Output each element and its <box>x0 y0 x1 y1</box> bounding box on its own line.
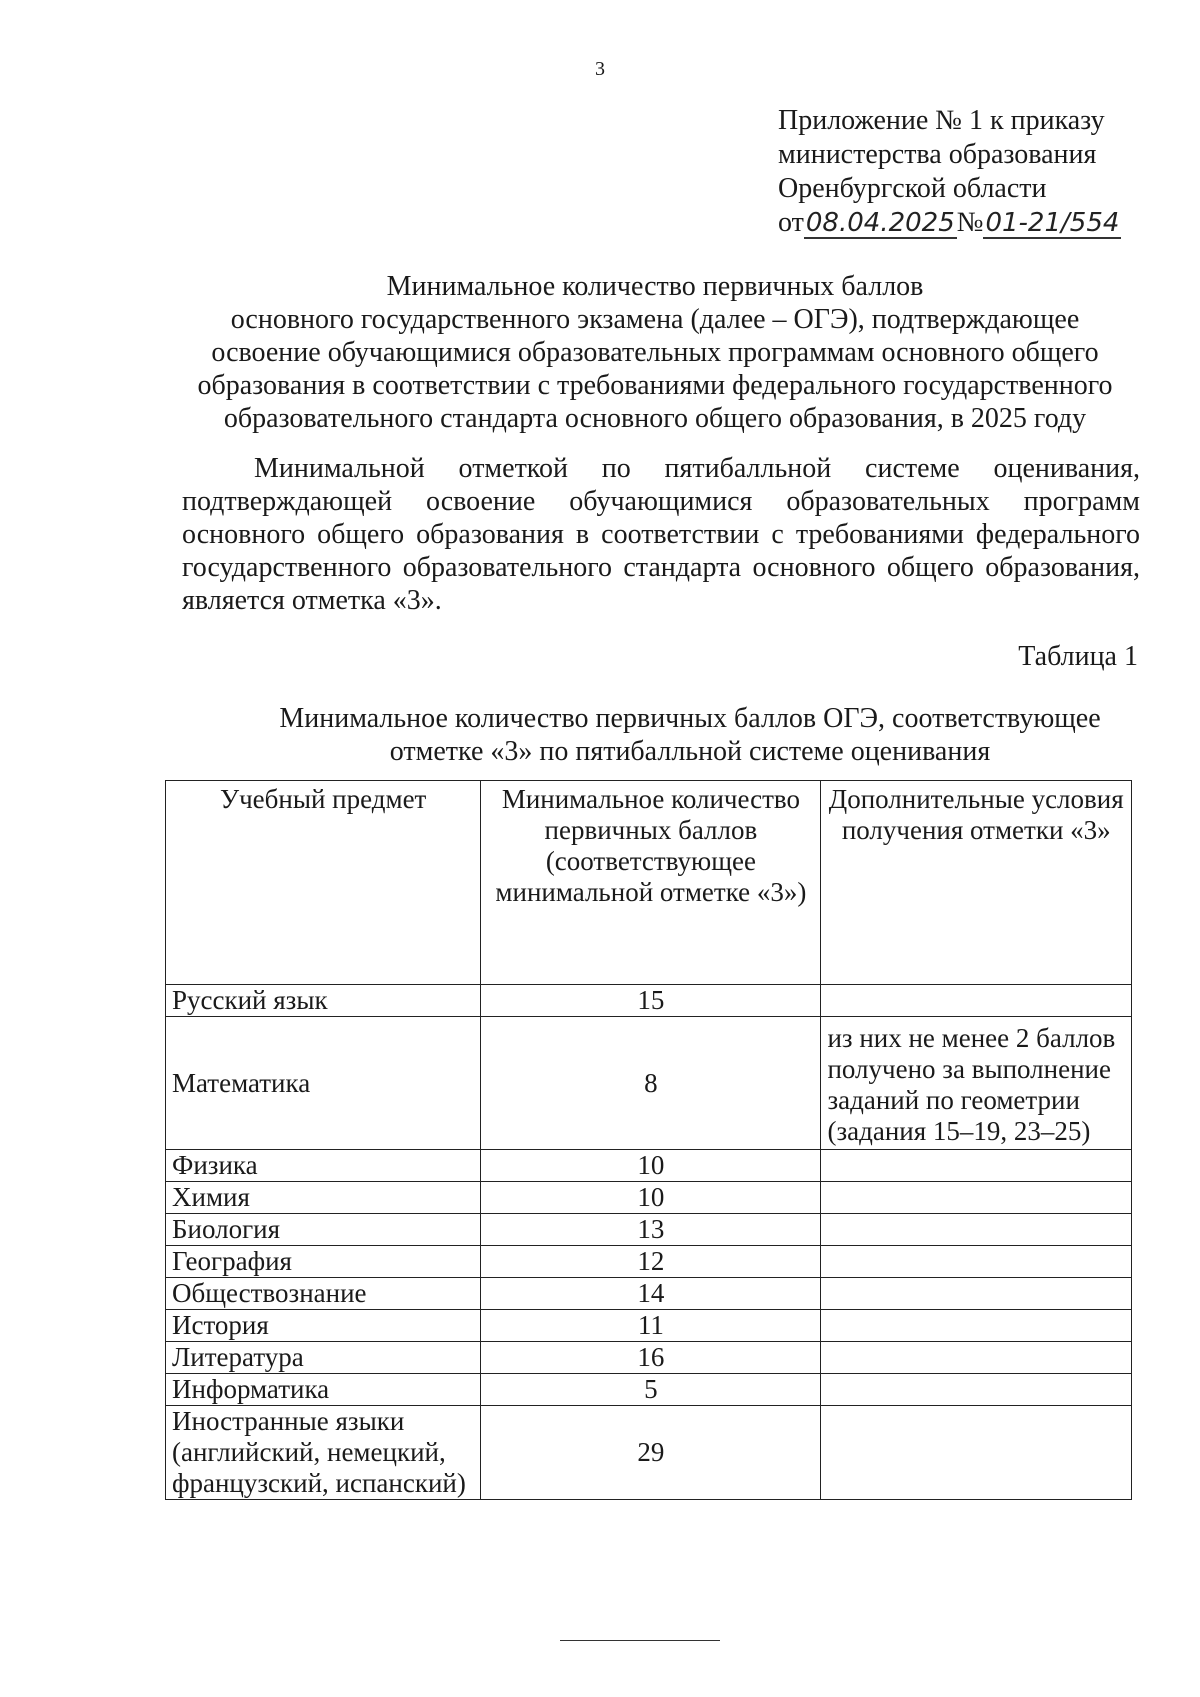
table-title-line-2: отметке «3» по пятибалльной системе оценивания <box>389 736 991 767</box>
table-header-row <box>166 781 1132 985</box>
cell-score: 10 <box>481 1150 821 1182</box>
cell-score: 12 <box>481 1246 821 1278</box>
cell-subject: Математика <box>166 1017 481 1150</box>
order-number-handwritten: 01-21/554 <box>985 208 1120 238</box>
title-line-1: Минимальное количество первичных баллов <box>386 271 924 302</box>
cell-score: 16 <box>481 1342 821 1374</box>
cell-condition <box>821 1342 1132 1374</box>
cell-condition <box>821 1150 1132 1182</box>
appendix-header <box>778 104 1121 240</box>
cell-subject: Иностранные языки (английский, немецкий, французский, испанский) <box>166 1406 481 1500</box>
table-row <box>166 1278 1132 1310</box>
title-line-5: образовательного стандарта основного общего образования, в 2025 году <box>223 403 1087 434</box>
table-title-line-1: Минимальное количество первичных баллов ОГЭ, соответствующее <box>279 703 1101 734</box>
title-line-3: освоение обучающимися образовательных программам основного общего <box>211 337 1099 368</box>
cell-condition: из них не менее 2 баллов получено за выполнение заданий по геометрии (задания 15–19, 23–25) <box>821 1017 1132 1150</box>
title-line-4: образования в соответствии с требованиями федерального государственного <box>197 370 1113 401</box>
cell-condition <box>821 1182 1132 1214</box>
cell-score: 5 <box>481 1374 821 1406</box>
cell-condition <box>821 1246 1132 1278</box>
cell-subject: История <box>166 1310 481 1342</box>
cell-condition <box>821 1310 1132 1342</box>
page-number: 3 <box>595 58 605 80</box>
header-min-score: Минимальное количество первичных баллов (соответствующее минимальной отметке «3») <box>481 781 821 985</box>
cell-score: 8 <box>481 1017 821 1150</box>
cell-score: 11 <box>481 1310 821 1342</box>
table-row <box>166 1214 1132 1246</box>
table-row <box>166 1374 1132 1406</box>
order-from-prefix: от <box>778 207 804 238</box>
appendix-line-3: Оренбургской области <box>778 173 1047 204</box>
cell-score: 29 <box>481 1406 821 1500</box>
cell-condition <box>821 1278 1132 1310</box>
cell-score: 10 <box>481 1182 821 1214</box>
cell-condition <box>821 1214 1132 1246</box>
appendix-line-1: Приложение № 1 к приказу <box>778 105 1105 136</box>
cell-score: 15 <box>481 985 821 1017</box>
cell-subject: Русский язык <box>166 985 481 1017</box>
table-row <box>166 1017 1132 1150</box>
intro-paragraph: Минимальной отметкой по пятибалльной системе оценивания, подтверждающей освоение обучающимися образовательных программ основного общего образования в соответствии с требованиями федерального государственного образовательного стандарта основного общего образования, является отметка «3». <box>182 453 1140 616</box>
cell-score: 14 <box>481 1278 821 1310</box>
cell-subject: Литература <box>166 1342 481 1374</box>
table-row <box>166 1182 1132 1214</box>
cell-condition <box>821 1406 1132 1500</box>
scores-table <box>165 780 1132 1500</box>
document-title <box>170 270 1140 435</box>
cell-condition <box>821 1374 1132 1406</box>
appendix-line-2: министерства образования <box>778 139 1097 170</box>
header-conditions: Дополнительные условия получения отметки «3» <box>821 781 1132 985</box>
table-row <box>166 1342 1132 1374</box>
table-number: Таблица 1 <box>1018 641 1138 672</box>
table-row <box>166 1406 1132 1500</box>
table-title <box>240 702 1140 768</box>
title-line-2: основного государственного экзамена (далее – ОГЭ), подтверждающее <box>230 304 1080 335</box>
cell-subject: Обществознание <box>166 1278 481 1310</box>
footer-divider <box>560 1640 720 1641</box>
cell-condition <box>821 985 1132 1017</box>
order-date-handwritten: 08.04.2025 <box>805 208 955 238</box>
cell-subject: Химия <box>166 1182 481 1214</box>
cell-subject: Физика <box>166 1150 481 1182</box>
header-subject: Учебный предмет <box>166 781 481 985</box>
cell-subject: География <box>166 1246 481 1278</box>
table-row <box>166 985 1132 1017</box>
cell-subject: Информатика <box>166 1374 481 1406</box>
table-row <box>166 1246 1132 1278</box>
appendix-order-line <box>778 206 1121 240</box>
cell-score: 13 <box>481 1214 821 1246</box>
table-row <box>166 1150 1132 1182</box>
table-row <box>166 1310 1132 1342</box>
order-number-sign: № <box>956 207 984 238</box>
cell-subject: Биология <box>166 1214 481 1246</box>
